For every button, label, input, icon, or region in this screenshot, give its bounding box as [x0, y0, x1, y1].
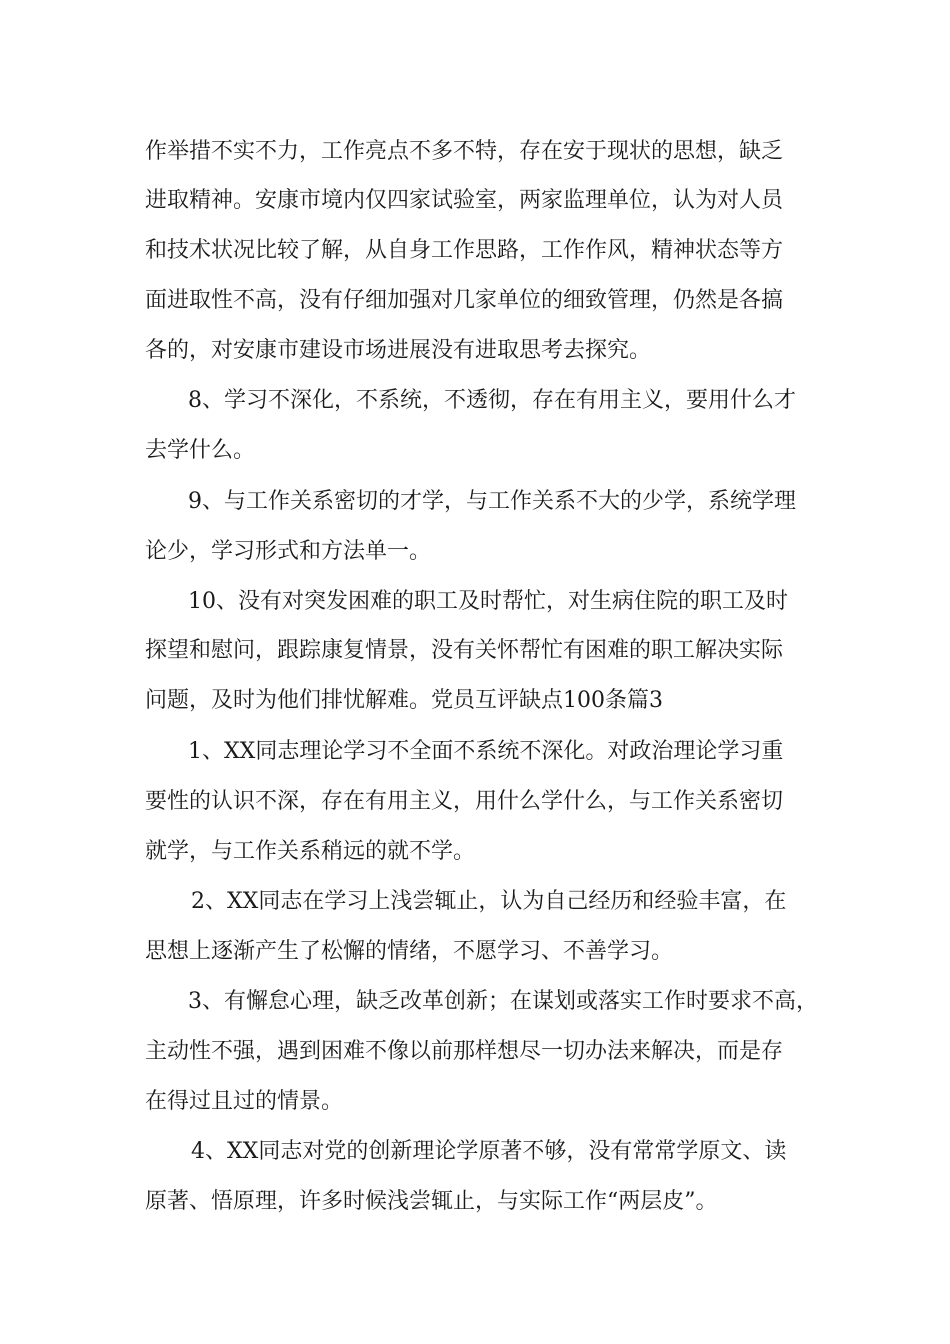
paragraph-4-line-2: 原著、悟原理，许多时候浅尝辄止，与实际工作“两层皮”。 — [145, 1189, 718, 1214]
text-line: 进取精神。安康市境内仅四家试验室，两家监理单位，认为对人员 — [145, 188, 784, 213]
paragraph-4-line-1: 4、XX同志对党的创新理论学原著不够，没有常常学原文、读 — [191, 1139, 787, 1164]
paragraph-1-line-2: 要性的认识不深，存在有用主义，用什么学什么，与工作关系密切 — [145, 789, 784, 814]
paragraph-8-line-1: 8、学习不深化，不系统，不透彻，存在有用主义，要用什么才 — [188, 388, 796, 413]
paragraph-10-line-1: 10、没有对突发困难的职工及时帮忙，对生病住院的职工及时 — [188, 589, 788, 614]
text-line: 面进取性不高，没有仔细加强对几家单位的细致管理，仍然是各搞 — [145, 288, 784, 313]
paragraph-3-line-2: 主动性不强，遇到困难不像以前那样想尽一切办法来解决，而是存 — [145, 1039, 784, 1064]
paragraph-8-line-2: 去学什么。 — [145, 438, 256, 463]
paragraph-3-line-3: 在得过且过的情景。 — [145, 1089, 344, 1114]
paragraph-9-line-2: 论少，学习形式和方法单一。 — [145, 539, 432, 564]
paragraph-10-line-3: 问题，及时为他们排忧解难。党员互评缺点100条篇3 — [145, 688, 663, 713]
paragraph-3-line-1: 3、有懈怠心理，缺乏改革创新；在谋划或落实工作时要求不高， — [188, 989, 818, 1014]
paragraph-1-line-3: 就学，与工作关系稍远的就不学。 — [145, 839, 476, 864]
paragraph-2-line-2: 思想上逐渐产生了松懈的情绪，不愿学习、不善学习。 — [145, 939, 674, 964]
text-line: 作举措不实不力，工作亮点不多不特，存在安于现状的思想，缺乏 — [145, 139, 784, 164]
paragraph-2-line-1: 2、XX同志在学习上浅尝辄止，认为自己经历和经验丰富，在 — [191, 889, 787, 914]
text-line: 各的，对安康市建设市场进展没有进取思考去探究。 — [145, 338, 652, 363]
paragraph-10-line-2: 探望和慰问，跟踪康复情景，没有关怀帮忙有困难的职工解决实际 — [145, 638, 784, 663]
paragraph-9-line-1: 9、与工作关系密切的才学，与工作关系不大的少学，系统学理 — [188, 489, 796, 514]
paragraph-1-line-1: 1、XX同志理论学习不全面不系统不深化。对政治理论学习重 — [188, 739, 784, 764]
text-line: 和技术状况比较了解，从自身工作思路，工作作风，精神状态等方 — [145, 238, 784, 263]
